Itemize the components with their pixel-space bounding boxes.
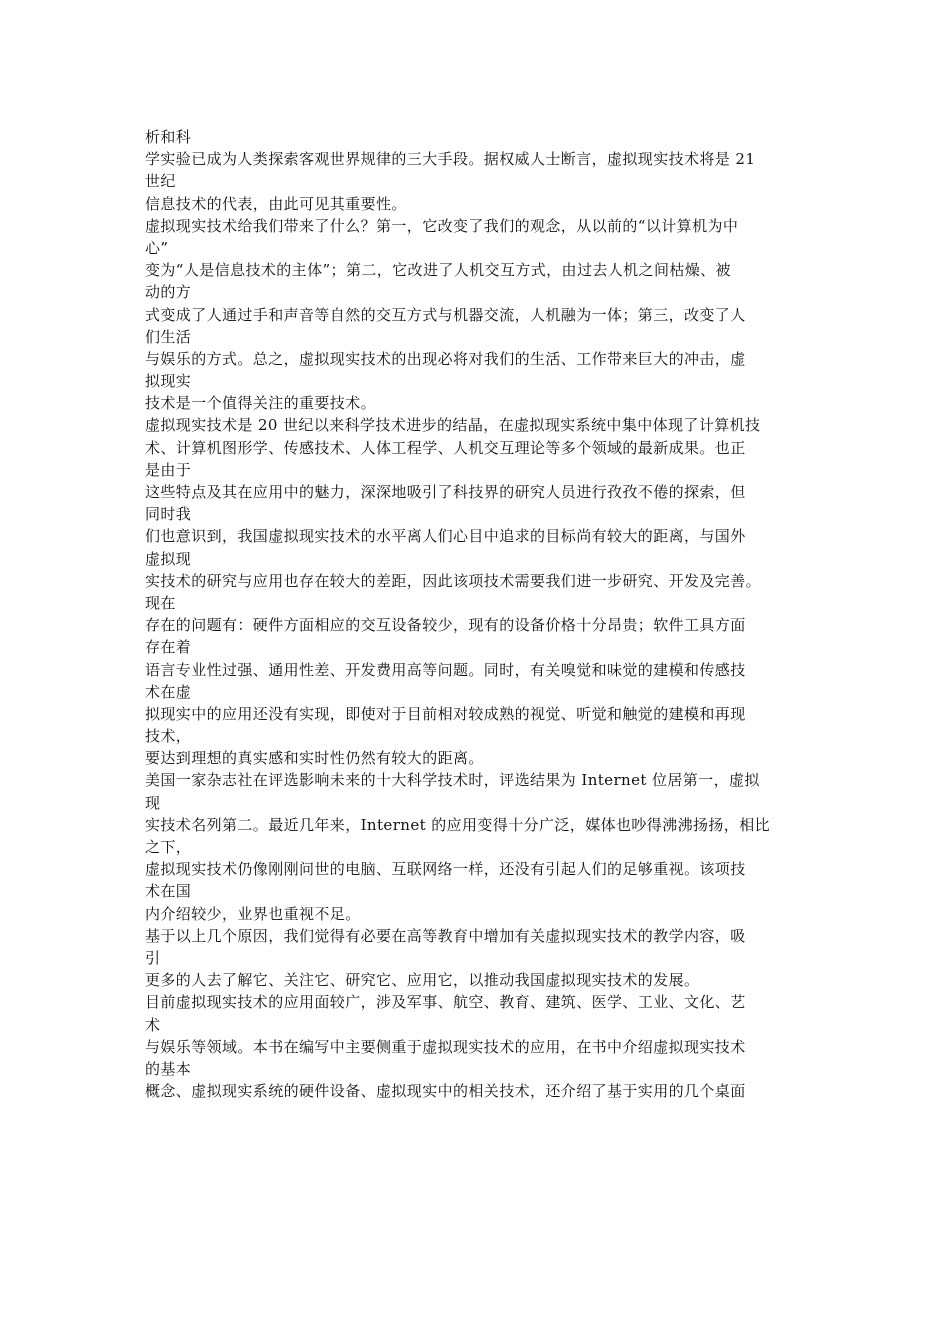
text-line: 这些特点及其在应用中的魅力，深深地吸引了科技界的研究人员进行孜孜不倦的探索，但 [145,483,746,501]
text-line: 存在着 [145,638,192,657]
text-line: 内介绍较少，业界也重视不足。 [145,904,361,923]
text-line: 析和科 [145,128,192,146]
text-line: 术在虚 [145,682,192,701]
text-line: 是由于 [145,460,192,479]
text-line: 动的方 [145,283,192,302]
text-line: 虚拟现实技术是 20 世纪以来科学技术进步的结晶，在虚拟现实系统中集中体现了计算机技 [145,416,761,435]
document-body [145,126,810,1102]
text-line: 虚拟现实技术仍像刚刚问世的电脑、互联网络一样，还没有引起人们的足够重视。该项技 [145,860,746,879]
text-line: 实技术的研究与应用也存在较大的差距，因此该项技术需要我们进一步研究、开发及完善。 [145,571,762,590]
text-line: 目前虚拟现实技术的应用面较广，涉及军事、航空、教育、建筑、医学、工业、文化、艺 [145,993,746,1012]
text-line: 术 [145,1015,161,1034]
text-line: 虚拟现 [145,549,192,568]
text-line: 存在的问题有：硬件方面相应的交互设备较少，现有的设备价格十分昂贵；软件工具方面 [145,616,746,635]
text-line: 语言专业性过强、通用性差、开发费用高等问题。同时，有关嗅觉和味觉的建模和传感技 [145,660,746,679]
text-line: 拟现实 [145,372,192,391]
text-line: 现在 [145,593,176,612]
text-line: 与娱乐等领域。本书在编写中主要侧重于虚拟现实技术的应用，在书中介绍虚拟现实技术 [145,1037,746,1056]
text-line: 式变成了人通过手和声音等自然的交互方式与机器交流，人机融为一体；第三，改变了人 [145,305,746,324]
text-line: 技术， [145,727,192,746]
text-line: 实技术名列第二。最近几年来，Internet 的应用变得十分广泛，媒体也吵得沸沸扬扬，相比 [145,815,770,834]
text-line: 变为“人是信息技术的主体”；第二，它改进了人机交互方式，由过去人机之间枯燥、被 [145,261,731,280]
text-line: 拟现实中的应用还没有实现，即使对于目前相对较成熟的视觉、听觉和触觉的建模和再现 [145,704,746,723]
text-line: 虚拟现实技术给我们带来了什么？第一，它改变了我们的观念，从以前的“以计算机为中 [145,216,739,235]
text-line: 术、计算机图形学、传感技术、人体工程学、人机交互理论等多个领域的最新成果。也正 [145,438,746,457]
text-line: 同时我 [145,505,192,524]
text-line: 术在国 [145,882,192,901]
text-line: 心” [145,238,169,257]
text-line: 要达到理想的真实感和实时性仍然有较大的距离。 [145,749,484,768]
text-line: 信息技术的代表，由此可见其重要性。 [145,194,407,213]
text-line: 美国一家杂志社在评选影响未来的十大科学技术时，评选结果为 Internet 位居第一，虚拟 [145,771,760,790]
text-line: 的基本 [145,1059,192,1078]
text-line: 世纪 [145,172,176,191]
text-line: 基于以上几个原因，我们觉得有必要在高等教育中增加有关虚拟现实技术的教学内容，吸 [145,926,746,945]
text-line: 之下， [145,838,192,856]
text-line: 概念、虚拟现实系统的硬件设备、虚拟现实中的相关技术，还介绍了基于实用的几个桌面 [145,1082,746,1101]
text-line: 们也意识到，我国虚拟现实技术的水平离人们心目中追求的目标尚有较大的距离，与国外 [145,527,746,546]
text-line: 技术是一个值得关注的重要技术。 [145,394,377,413]
text-line: 学实验已成为人类探索客观世界规律的三大手段。据权威人士断言，虚拟现实技术将是 21 [145,150,756,169]
text-line: 现 [145,793,161,812]
text-line: 们生活 [145,327,192,346]
text-line: 引 [145,948,161,967]
text-line: 与娱乐的方式。总之，虚拟现实技术的出现必将对我们的生活、工作带来巨大的冲击，虚 [145,349,746,368]
text-line: 更多的人去了解它、关注它、研究它、应用它，以推动我国虚拟现实技术的发展。 [145,971,700,990]
